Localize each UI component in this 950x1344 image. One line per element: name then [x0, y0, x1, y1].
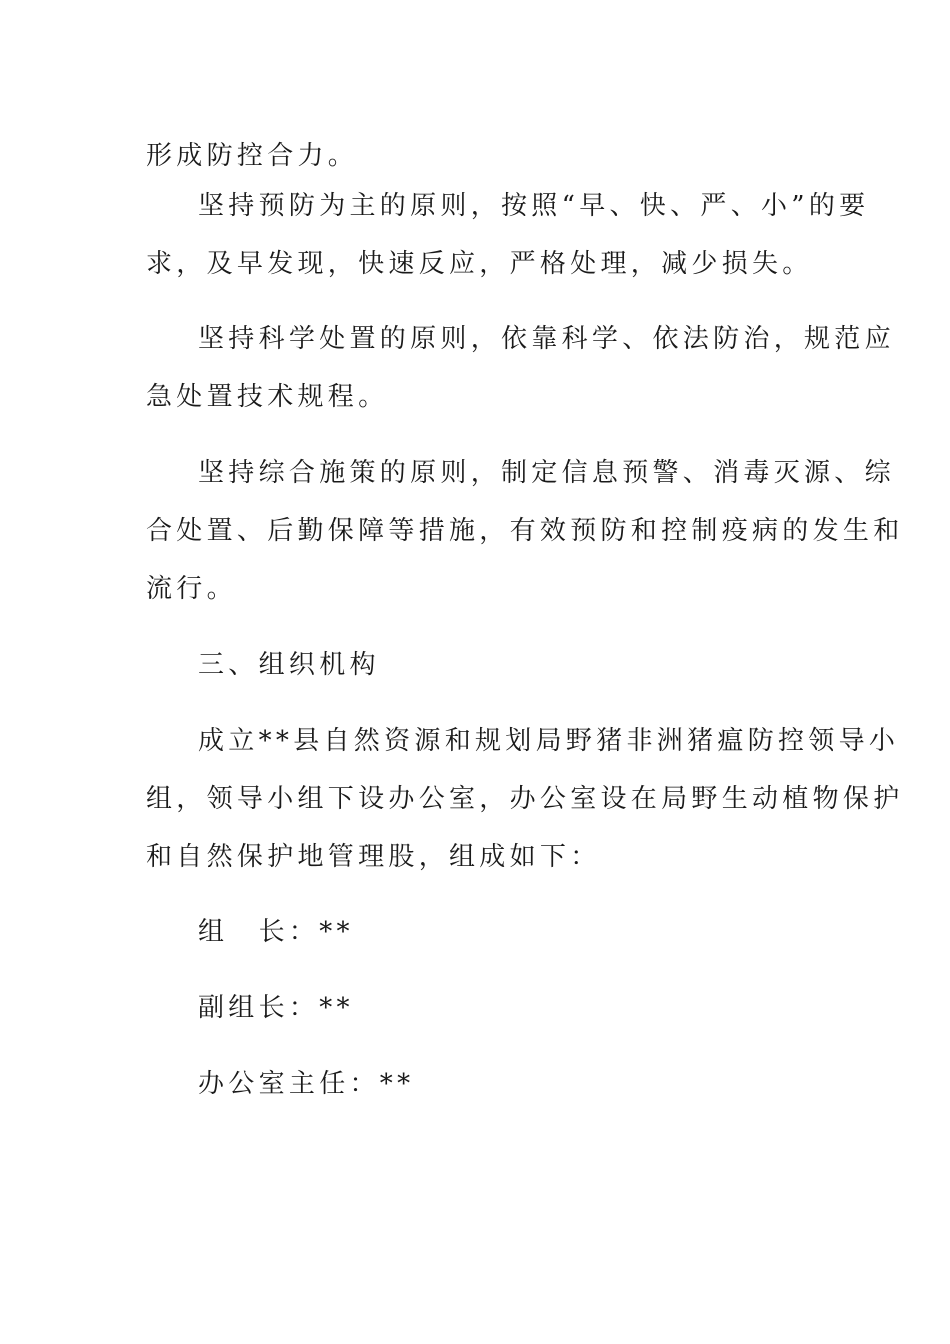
paragraph-deputy-leader: [146, 979, 786, 1037]
text-line: 成立**县自然资源和规划局野猪非洲猪瘟防控领导小: [198, 726, 900, 756]
text-line: 合处置、后勤保障等措施，有效预防和控制疫病的发生和: [146, 516, 904, 546]
text-line: 流行。: [146, 574, 237, 604]
text-line: 急处置技术规程。: [146, 382, 389, 412]
text-line: 求，及早发现，快速反应，严格处理，减少损失。: [146, 249, 813, 279]
paragraph-leader: [146, 903, 786, 961]
text-line: 和自然保护地管理股，组成如下：: [146, 842, 601, 872]
paragraph-prevention-principle: [146, 177, 870, 293]
text-line: 副组长：**: [198, 993, 354, 1023]
text-line: 坚持综合施策的原则，制定信息预警、消毒灭源、综: [198, 458, 895, 488]
paragraph-comprehensive-principle: [146, 444, 904, 618]
paragraph-organization-body: [146, 712, 904, 886]
text-line: 坚持科学处置的原则，依靠科学、依法防治，规范应: [198, 324, 895, 354]
text-line: 坚持预防为主的原则，按照“早、快、严、小”的要: [198, 191, 870, 221]
text-line: 形成防控合力。: [146, 141, 359, 171]
text-line: 组，领导小组下设办公室，办公室设在局野生动植物保护: [146, 784, 904, 814]
text-line: 组 长：**: [198, 917, 354, 947]
section-heading: [146, 636, 786, 694]
text-line: 三、组织机构: [198, 650, 380, 680]
text-line: 办公室主任：**: [198, 1069, 415, 1099]
paragraph-office-director: [146, 1055, 786, 1113]
paragraph-scientific-principle: [146, 310, 895, 426]
